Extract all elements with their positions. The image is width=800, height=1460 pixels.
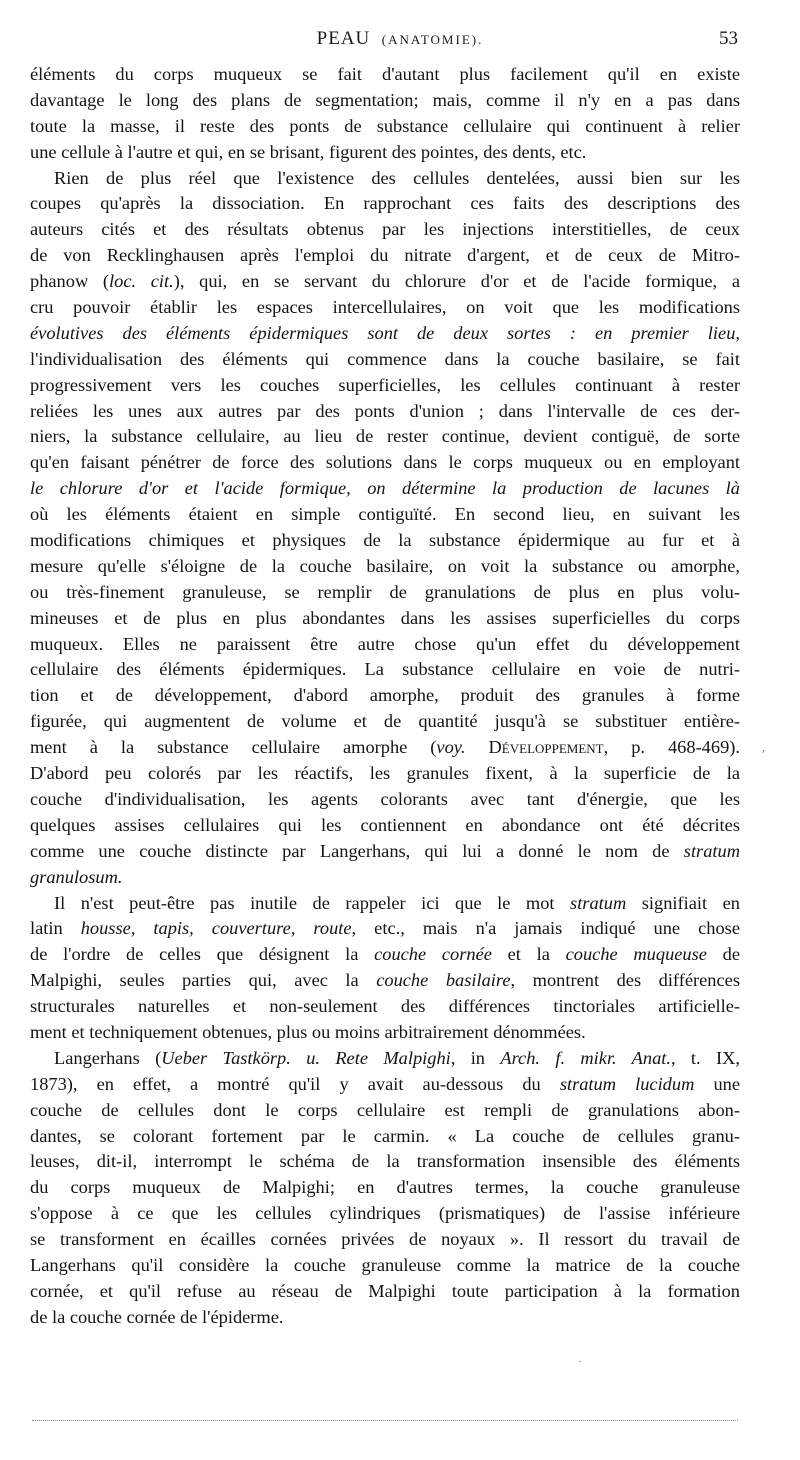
text-segment: structurales naturelles et non-seulement des différences tinctoriales artificielle- xyxy=(30,996,740,1017)
text-segment: se transforment en écailles cornées privées de noyaux ». Il ressort du travail de xyxy=(30,1229,740,1250)
text-segment: 1873), en effet, a montré qu'il y avait au-dessous du xyxy=(30,1073,560,1094)
text-line xyxy=(30,942,740,968)
text-line xyxy=(30,1201,740,1227)
text-segment: de l'ordre de celles que désignent la xyxy=(30,944,375,965)
text-segment: tion et de développement, d'abord amorphe, produit des granules à forme xyxy=(30,685,740,706)
italic-text: loc. cit. xyxy=(109,271,174,292)
text-line xyxy=(30,62,740,88)
running-title xyxy=(0,28,800,50)
text-line xyxy=(30,166,740,192)
text-line xyxy=(30,787,740,813)
text-segment: auteurs cités et des résultats obtenus par les injections interstitielles, de ceux xyxy=(30,219,740,240)
text-line xyxy=(30,1124,740,1150)
text-line xyxy=(30,424,740,450)
text-line xyxy=(30,994,740,1020)
text-segment: Malpighi, seules parties qui, avec la xyxy=(30,970,377,991)
text-line xyxy=(30,1227,740,1253)
text-segment: où les éléments étaient en simple contiguïté. En second lieu, en suivant les xyxy=(30,504,740,525)
text-line xyxy=(30,839,740,865)
text-line xyxy=(30,269,740,295)
text-line xyxy=(30,709,740,735)
margin-speck: , xyxy=(762,740,765,754)
footer-dotted-rule xyxy=(32,1420,738,1421)
running-title-main: PEAU xyxy=(316,28,371,49)
text-line xyxy=(30,891,740,917)
text-line xyxy=(30,191,740,217)
text-segment: qu'en faisant pénétrer de force des solutions dans le corps muqueux ou en employant xyxy=(30,452,740,473)
italic-text: Ueber Tastkörp. u. Rete Malpighi xyxy=(161,1047,451,1068)
text-line xyxy=(30,1046,740,1072)
italic-text: couche cornée xyxy=(374,944,492,965)
text-segment: , in xyxy=(450,1047,501,1068)
italic-text: stratum xyxy=(570,892,627,913)
italic-text: stratum xyxy=(683,840,740,861)
text-line xyxy=(30,916,740,942)
text-segment: muqueux. Elles ne paraissent être autre chose qu'un effet du développement xyxy=(30,633,740,654)
body-text xyxy=(30,62,740,1331)
text-line xyxy=(30,554,740,580)
italic-text: granulosum. xyxy=(30,866,123,887)
page-number: 53 xyxy=(719,28,738,49)
text-line xyxy=(30,657,740,683)
text-segment: progressivement vers les couches superficielles, les cellules continuant à rester xyxy=(30,374,740,395)
text-segment: une xyxy=(694,1073,740,1094)
text-segment: de xyxy=(706,944,740,965)
text-line xyxy=(30,399,740,425)
text-segment: signifiait en xyxy=(626,892,740,913)
text-segment: ou très-finement granuleuse, se remplir de granulations de plus en plus volu- xyxy=(30,581,740,602)
text-segment: mineuses et de plus en plus abondantes dans les assises superficielles du corps xyxy=(30,607,740,628)
text-line xyxy=(30,865,740,891)
italic-text: évolutives des éléments épidermiques sont de deux sortes : en premier lieu, xyxy=(30,322,740,343)
text-segment: mesure qu'elle s'éloigne de la couche basilaire, on voit la substance ou amorphe, xyxy=(30,555,740,576)
text-segment: l'individualisation des éléments qui commence dans la couche basilaire, se fait xyxy=(30,348,740,369)
text-line xyxy=(30,683,740,709)
italic-text: Arch. f. mikr. Anat. xyxy=(500,1047,671,1068)
italic-text: stratum lucidum xyxy=(559,1073,695,1094)
text-segment: , t. IX, xyxy=(671,1047,740,1068)
text-segment: de von Recklinghausen après l'emploi du nitrate d'argent, et de ceux de Mitro- xyxy=(30,245,740,266)
text-segment: phanow ( xyxy=(30,271,110,292)
text-segment: Langerhans ( xyxy=(54,1047,162,1068)
margin-speck: · xyxy=(578,1354,582,1368)
running-title-sub: (ANATOMIE). xyxy=(381,32,484,47)
text-line xyxy=(30,243,740,269)
text-segment: D'abord peu colorés par les réactifs, les granules fixent, à la superficie de la xyxy=(30,763,740,784)
text-segment: modifications chimiques et physiques de la substance épidermique au fur et à xyxy=(30,530,740,551)
text-line xyxy=(30,373,740,399)
text-segment xyxy=(466,737,489,757)
text-segment: dantes, se colorant fortement par le carmin. « La couche de cellules granu- xyxy=(30,1125,740,1146)
text-line xyxy=(30,502,740,528)
text-line xyxy=(30,114,740,140)
text-segment: latin xyxy=(30,918,81,939)
text-line xyxy=(30,968,740,994)
text-line xyxy=(30,1020,740,1046)
text-segment: couche de cellules dont le corps cellulaire est rempli de granulations abon- xyxy=(30,1099,740,1120)
text-line xyxy=(30,295,740,321)
text-segment: comme une couche distincte par Langerhans, qui lui a donné le nom de xyxy=(30,840,684,861)
text-line xyxy=(30,606,740,632)
text-segment: Langerhans qu'il considère la couche granuleuse comme la matrice de la couche xyxy=(30,1254,740,1275)
text-segment: coupes qu'après la dissociation. En rapprochant ces faits des descriptions des xyxy=(30,193,740,214)
text-line xyxy=(30,528,740,554)
text-segment: reliées les unes aux autres par des ponts d'union ; dans l'intervalle de ces der- xyxy=(30,400,740,421)
text-segment: ), qui, en se servant du chlorure d'or et de l'acide formique, a xyxy=(173,271,740,292)
text-segment: , p. 468-469). xyxy=(603,737,740,758)
text-line xyxy=(30,140,740,166)
text-segment: niers, la substance cellulaire, au lieu de rester continue, devient contiguë, de sorte xyxy=(30,426,740,447)
text-line xyxy=(30,761,740,787)
text-line xyxy=(30,1149,740,1175)
text-line xyxy=(30,88,740,114)
text-segment: éléments du corps muqueux se fait d'autant plus facilement qu'il en existe xyxy=(30,64,740,84)
italic-text: housse, tapis, couverture, route xyxy=(80,918,352,939)
text-segment: Il n'est peut-être pas inutile de rappeler ici que le mot xyxy=(54,892,571,913)
text-segment: davantage le long des plans de segmentation; mais, comme il n'y en a pas dans xyxy=(30,89,740,110)
text-line xyxy=(30,1098,740,1124)
text-line xyxy=(30,580,740,606)
italic-text: voy. xyxy=(436,737,466,758)
text-segment: leuses, dit-il, interrompt le schéma de la transformation insensible des éléments xyxy=(30,1151,740,1172)
text-segment: Rien de plus réel que l'existence des cellules dentelées, aussi bien sur les xyxy=(54,167,740,188)
text-line xyxy=(30,632,740,658)
text-segment: ment et techniquement obtenues, plus ou moins arbitrairement dénommées. xyxy=(30,1021,586,1042)
text-line xyxy=(30,1175,740,1201)
text-segment: cellulaire des éléments épidermiques. La substance cellulaire en voie de nutri- xyxy=(30,659,740,680)
text-line xyxy=(30,813,740,839)
text-line xyxy=(30,1305,740,1331)
italic-text: couche muqueuse xyxy=(565,944,707,965)
text-line xyxy=(30,217,740,243)
text-segment: toute la masse, il reste des ponts de substance cellulaire qui continuent à relier xyxy=(30,115,740,136)
italic-text: le chlorure d'or et l'acide formique, on détermine la production de lacunes là xyxy=(30,478,740,499)
text-segment: une cellule à l'autre et qui, en se brisant, figurent des pointes, des dents, etc. xyxy=(30,141,587,162)
text-segment: cornée, et qu'il refuse au réseau de Malpighi toute participation à la formation xyxy=(30,1280,740,1301)
text-segment: cru pouvoir établir les espaces intercellulaires, on voit que les modifications xyxy=(30,297,740,318)
text-line xyxy=(30,1072,740,1098)
text-line xyxy=(30,321,740,347)
text-line xyxy=(30,1279,740,1305)
text-segment: et la xyxy=(491,944,566,965)
small-caps-text: Développement xyxy=(488,737,604,758)
page-header xyxy=(0,28,800,54)
text-line xyxy=(30,450,740,476)
text-segment: quelques assises cellulaires qui les contiennent en abondance ont été décrites xyxy=(30,814,740,835)
text-line xyxy=(30,476,740,502)
text-segment: couche d'individualisation, les agents colorants avec tant d'énergie, que les xyxy=(30,788,740,809)
text-segment: du corps muqueux de Malpighi; en d'autres termes, la couche granuleuse xyxy=(30,1177,740,1198)
text-line xyxy=(30,347,740,373)
italic-text: couche basilaire xyxy=(376,970,511,991)
text-line xyxy=(30,1253,740,1279)
text-segment: , montrent des différences xyxy=(510,970,740,991)
text-segment: de la couche cornée de l'épiderme. xyxy=(30,1306,284,1327)
text-segment: , etc., mais n'a jamais indiqué une chose xyxy=(351,918,740,939)
text-segment: s'oppose à ce que les cellules cylindriques (prismatiques) de l'assise inférieure xyxy=(30,1203,740,1224)
text-segment: figurée, qui augmentent de volume et de quantité jusqu'à se substituer entière- xyxy=(30,711,740,732)
text-line xyxy=(30,735,740,761)
text-segment: ment à la substance cellulaire amorphe ( xyxy=(30,737,437,758)
